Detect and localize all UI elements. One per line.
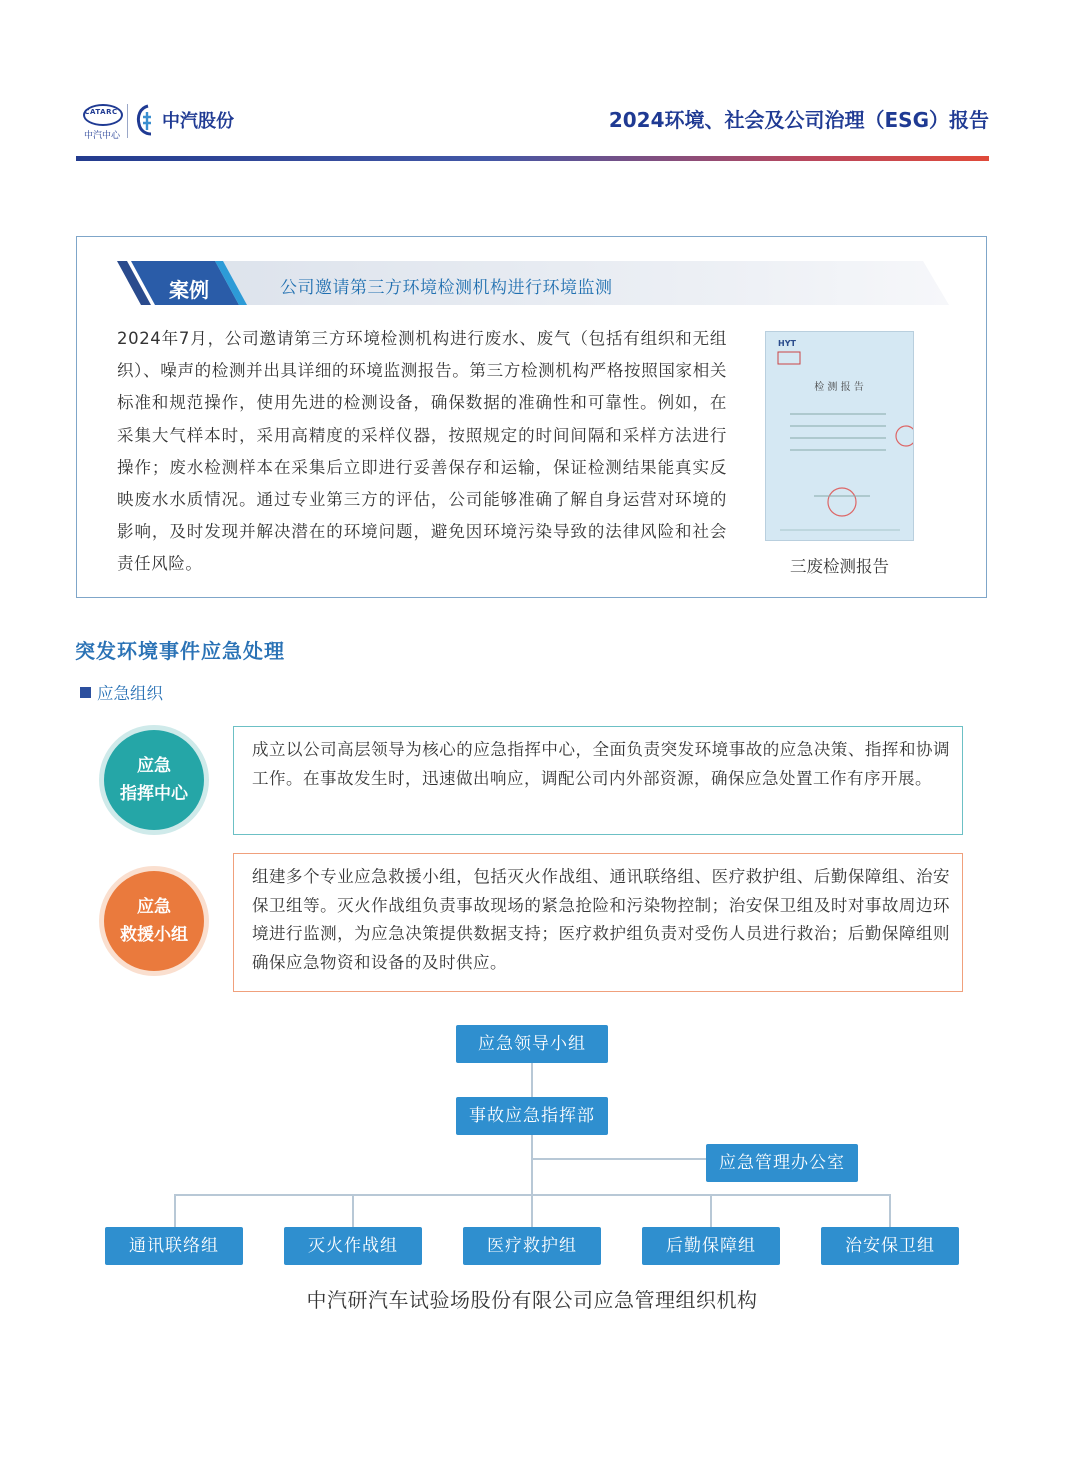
report-title: 2024环境、社会及公司治理（ESG）报告 (608, 108, 989, 132)
org-connector-group-4 (710, 1194, 712, 1227)
org-node-command: 事故应急指挥部 (456, 1097, 608, 1135)
command-center-line1: 应急 (137, 756, 171, 776)
command-center-badge (99, 725, 209, 835)
logo-divider (127, 104, 128, 138)
org-connector-command (531, 1135, 533, 1227)
org-chart-caption: 中汽研汽车试验场股份有限公司应急管理组织机构 (306, 1288, 758, 1312)
sub-heading (80, 680, 163, 704)
command-center-line2: 指挥中心 (120, 784, 188, 804)
org-node-group: 灭火作战组 (284, 1227, 422, 1265)
rescue-team-badge (99, 866, 209, 976)
page-header (76, 98, 989, 162)
org-connector-office (532, 1158, 708, 1160)
org-node-group: 治安保卫组 (821, 1227, 959, 1265)
case-title: 公司邀请第三方环境检测机构进行环境监测 (280, 278, 613, 298)
command-center-description: 成立以公司高层领导为核心的应急指挥中心，全面负责突发环境事故的应急决策、指挥和协调工作。在事故发生时，迅速做出响应，调配公司内外部资源，确保应急处置工作有序开展。 (233, 726, 963, 835)
case-study-box (76, 236, 987, 598)
rescue-team-circle (104, 871, 204, 971)
org-chart (0, 1000, 1080, 1320)
case-banner (117, 259, 953, 307)
rescue-team-line2: 救援小组 (120, 925, 188, 945)
org-node-group: 后勤保障组 (642, 1227, 780, 1265)
catarc-logo-subtitle: 中汽中心 (83, 131, 120, 141)
org-connector-branch (174, 1194, 891, 1196)
case-tag: 案例 (169, 278, 209, 302)
section-title: 突发环境事件应急处理 (75, 639, 285, 663)
org-node-group: 医疗救护组 (463, 1227, 601, 1265)
rescue-team-line1: 应急 (137, 897, 171, 917)
report-document-image (765, 331, 914, 541)
case-body-text: 2024年7月，公司邀请第三方环境检测机构进行废水、废气（包括有组织和无组织）、噪声的检测并出具详细的环境监测报告。第三方检测机构严格按照国家相关标准和规范操作，使用先进的检测设备，确保数据的准确性和可靠性。例如，在采集大气样本时，采用高精度的采样仪器，按照规定的时间间隔和采样方法进行操作；废水检测样本在采集后立即进行妥善保存和运输，保证检测结果能真实反映废水水质情况。通过专业第三方的评估，公司能够准确了解自身运营对环境的影响，及时发现并解决潜在的环境问题，避免因环境污染导致的法律风险和社会责任风险。 (117, 329, 727, 574)
square-bullet-icon (80, 687, 91, 698)
org-node-group: 通讯联络组 (105, 1227, 243, 1265)
catarc-logo-mark: CATARC (84, 108, 118, 116)
report-brand: HYT (778, 339, 796, 348)
report-document-graphic (766, 332, 913, 540)
command-center-circle (104, 730, 204, 830)
sub-heading-label: 应急组织 (97, 684, 163, 703)
company-name: 中汽股份 (162, 111, 234, 132)
report-caption: 三废检测报告 (790, 557, 889, 576)
org-node-leader: 应急领导小组 (456, 1025, 608, 1063)
org-connector-group-2 (352, 1194, 354, 1227)
org-connector-leader (531, 1063, 533, 1097)
report-heading: 检 测 报 告 (814, 382, 864, 393)
header-gradient-bar (76, 156, 989, 161)
org-connector-group-1 (174, 1194, 176, 1227)
rescue-team-description: 组建多个专业应急救援小组，包括灭火作战组、通讯联络组、医疗救护组、后勤保障组、治安保卫组等。灭火作战组负责事故现场的紧急抢险和污染物控制；治安保卫组及时对事故周边环境进行监测，为应急决策提供数据支持；医疗救护组负责对受伤人员进行救治；后勤保障组则确保应急物资和设备的及时供应。 (233, 853, 963, 992)
org-node-office: 应急管理办公室 (706, 1144, 858, 1182)
org-connector-group-5 (889, 1194, 891, 1227)
catarc-logo (81, 104, 125, 144)
company-logo-icon (134, 104, 158, 136)
